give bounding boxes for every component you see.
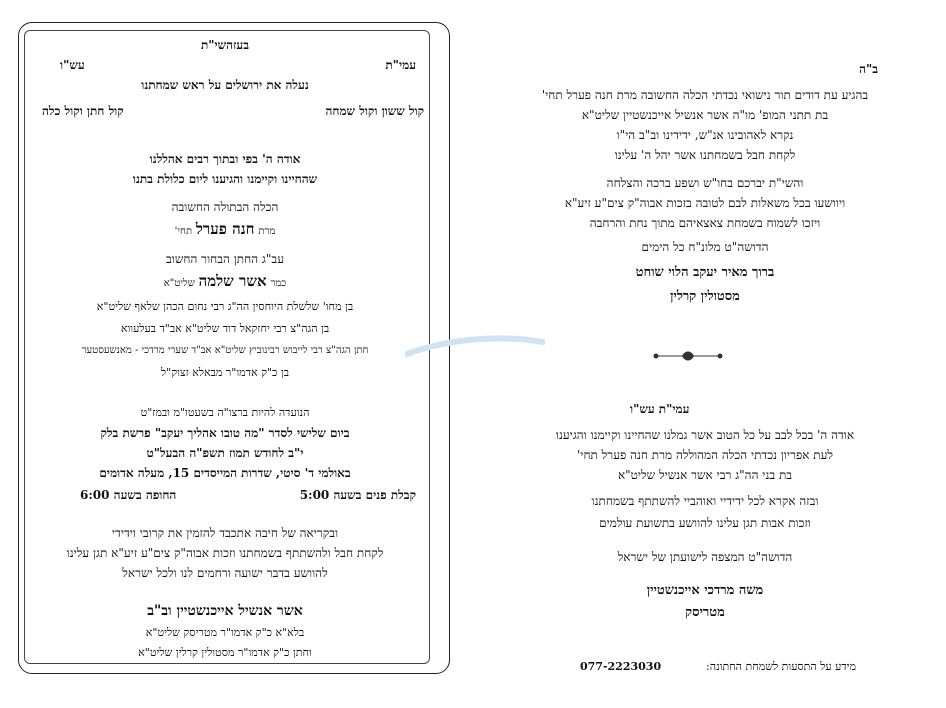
card-asha: עש"ו xyxy=(60,58,85,72)
card-header: בעזהשי"ת xyxy=(200,38,250,52)
letter-p1: בהגיע עת דודים תור נישואי נכדתי הכלה החשובה מרת חנה פערל תחי' xyxy=(541,88,869,102)
signature-name: אשר אנשיל אייכנשטיין וב"ב xyxy=(147,603,303,619)
bride-suffix: תחי' xyxy=(174,226,193,237)
footer-label: מידע על התסעות לשמחת החתונה: xyxy=(706,660,856,673)
letter-q3: בת בני הה"ג רבי אשר אנשיל שליט"א xyxy=(617,468,793,482)
wedding-line-1: הנועדה להיות ברצו"ה בשעטו"מ ובמז"ט xyxy=(140,406,310,419)
letter-signer-place: מסטולין קרלין xyxy=(670,289,740,304)
bride-name: חנה פערל xyxy=(195,220,255,238)
letter-q6: הדושה"ט המצפה לישועתן של ישראל xyxy=(617,550,793,564)
letter-signer2-name: משה מרדכי אייכנשטיין xyxy=(646,583,764,598)
invite-line-3: להוושע בדבר ישועה ורחמים לנו ולכל ישראל xyxy=(122,566,328,580)
groom-name: אשר שלמה xyxy=(198,272,267,290)
letter-q4: ובזה אקרא לכל ידידיי ואוהביי להשתתף בשמחתנו xyxy=(591,494,819,508)
watermark-swoosh xyxy=(405,330,545,358)
letter-p2: בת תתני המופ' מו"ה אשר אנשיל אייכנשטיין שליט"א xyxy=(581,108,829,122)
groom-prefix: כמר xyxy=(270,278,287,289)
bride-prefix: מרת xyxy=(258,226,276,237)
letter-p6: ויוושעו בכל משאלות לבם לטובה בזכות אבוה"ק צים"ע זיע"א xyxy=(564,196,846,210)
lineage-1: בן מחו' שלשלת היוחסין הה"ג רבי נחום הכהן שלאף שליט"א xyxy=(96,300,354,313)
wedding-venue: באולמי ד' סיטי, שדרות המייסדים 15, מעלה אדומים xyxy=(99,466,351,480)
letter-q1: אודה ה' בכל לבב על כל הטוב אשר גמלנו שהחיינו וקיימנו והגיענו xyxy=(555,428,855,442)
letter-q2: לעת אפריון נכדתי הכלה המהוללה מרת חנה פערל תחי' xyxy=(577,448,833,462)
card-line-2: שהחיינו וקיימנו והגיענו ליום כלולת בתנו xyxy=(132,172,318,186)
footer-phone: 077-2223030 xyxy=(580,660,662,673)
groom-suffix: שליט"א xyxy=(163,278,195,289)
letter-signer2-place: מטריסק xyxy=(685,605,725,620)
card-ima: עמי"ת xyxy=(385,58,416,72)
bride-title: הכלה הבתולה החשובה xyxy=(171,200,279,214)
lineage-4: בן כ"ק אדמו"ר מבאלא זצוק"ל xyxy=(160,366,289,379)
letter-p8: הדושה"ט מלונ"ח כל הימים xyxy=(641,240,769,254)
card-kol-left: קול חתן וקול כלה xyxy=(42,104,124,118)
chuppah-time: החופה בשעה 6:00 xyxy=(80,488,177,502)
groom-name-line xyxy=(40,274,410,291)
letter-p4: לקחת חבל בשמחתנו אשר יהל ה' עלינו xyxy=(614,148,796,162)
kabbalah-time: קבלת פנים בשעה 5:00 xyxy=(299,488,416,502)
letter-signer-name: ברוך מאיר יעקב הלוי שוחט xyxy=(635,265,775,280)
wedding-line-3: י"ב לחודש תמוז תשפ"ה הבעל"ט xyxy=(146,446,304,460)
signature-line-1: בלא"א כ"ק אדמו"ר מטריסק שליט"א xyxy=(145,626,305,639)
letter-q0: עמי"ת עש"ו xyxy=(630,402,690,416)
letter-p5: והשי"ת יברכם בחו"ש ושפע ברכה והצלחה xyxy=(606,176,804,190)
letter-q5: וזכות אבות תגן עלינו להוושע בתשועת עולמים xyxy=(599,516,811,530)
card-line-1: אודה ה' בפי ובתוך רבים אהללנו xyxy=(149,152,301,166)
invite-line-2: לקחת חבל ולהשתתף בשמחתנו וזכות אבוה"ק צים"ע זיע"א תגן עלינו xyxy=(66,546,384,560)
bride-name-line xyxy=(40,222,410,239)
ornament-divider xyxy=(652,350,724,362)
wedding-line-2: ביום שלישי לסדר "מה טובו אהליך יעקב" פרשת בלק xyxy=(100,426,350,440)
letter-p7: ויזכו לשמוח בשמחת צאצאיהם מתוך נחת והרחבה xyxy=(589,216,821,230)
lineage-3: חתן הגה"צ רבי לייבוש רבינוביץ שליט"א אב"ד שערי מרדכי - מאנשעסטער xyxy=(81,345,369,356)
signature-line-2: וחתן כ"ק אדמו"ר מסטולין קרלין שליט"א xyxy=(138,646,312,659)
letter-bh: ב"ה xyxy=(859,62,878,76)
lineage-2: בן הגה"צ רבי יחזקאל דוד שליט"א אב"ד בעלעווא xyxy=(120,322,330,335)
card-verse: נעלה את ירושלים על ראש שמחתנו xyxy=(141,78,309,92)
card-kol-right: קול ששון וקול שמחה xyxy=(325,104,424,118)
invite-line-1: ובקריאה של חיבה אתכבד להזמין את קרובי וידידי xyxy=(111,526,339,540)
groom-title: עב"ג החתן הבחור החשוב xyxy=(166,252,284,266)
letter-p3: נקרא לאהובינו אנ"ש, ידידינו וב"ב הי"ו xyxy=(616,128,794,142)
